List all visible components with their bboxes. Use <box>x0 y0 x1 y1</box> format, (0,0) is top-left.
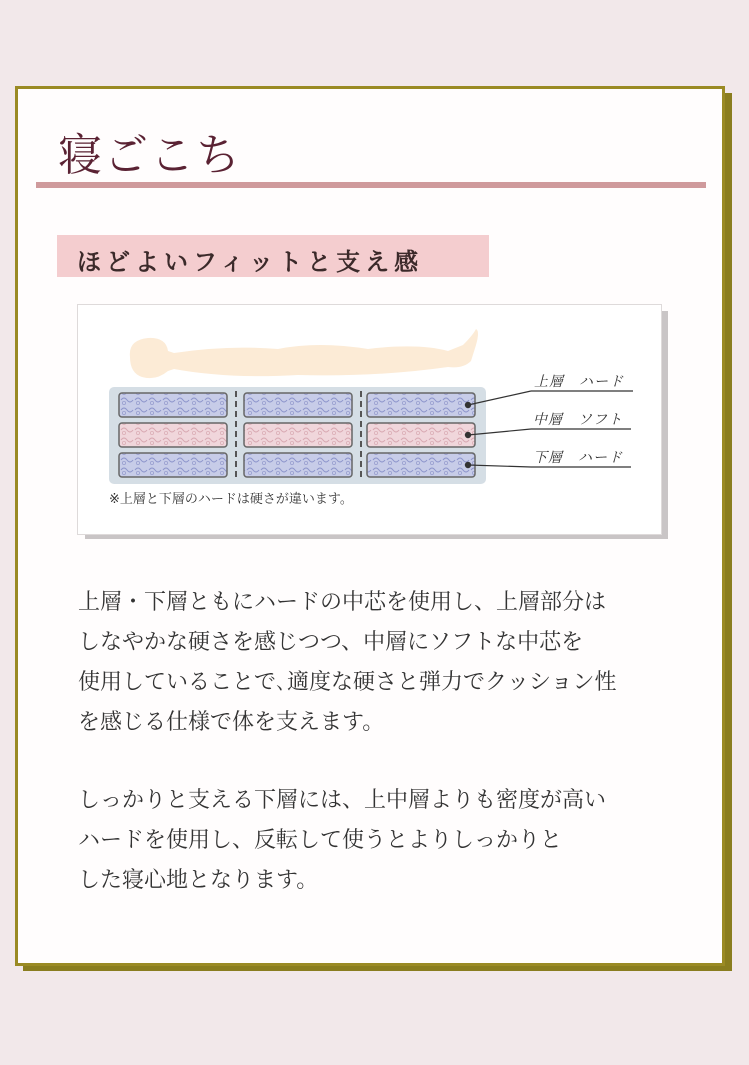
layer-label-lower: 下層 ハード <box>533 450 623 466</box>
subtitle-text: ほどよいフィットと支え感 <box>77 248 424 276</box>
paragraph-1: 上層・下層ともにハードの中芯を使用し、上層部分は しなやかな硬さを感じつつ、中層にソフトな中芯を 使用していることで､適度な硬さと弾力でクッション性 を感じる仕様で体を支えます。 <box>78 590 617 735</box>
figure-note: ※上層と下層のハードは硬さが違います。 <box>109 492 353 507</box>
upper-layer-block <box>119 393 227 417</box>
upper-layer-block <box>367 393 475 417</box>
layer-label-middle: 中層 ソフト <box>533 412 623 428</box>
lower-layer-block <box>244 453 352 477</box>
title-divider <box>36 182 706 188</box>
lower-layer-block <box>367 453 475 477</box>
mattress-layer-figure <box>77 304 662 535</box>
upper-layer-block <box>244 393 352 417</box>
body-silhouette <box>130 329 478 378</box>
layer-label-upper: 上層 ハード <box>534 374 624 390</box>
page-title: 寝ごこち <box>58 130 242 181</box>
content-card <box>15 86 725 966</box>
lower-layer-block <box>119 453 227 477</box>
middle-layer-block <box>119 423 227 447</box>
paragraph-2: しっかりと支える下層には、上中層よりも密度が高い ハードを使用し、反転して使うとよりしっかりと した寝心地となります。 <box>78 788 607 893</box>
subtitle-banner <box>57 235 489 277</box>
middle-layer-block <box>367 423 475 447</box>
middle-layer-block <box>244 423 352 447</box>
